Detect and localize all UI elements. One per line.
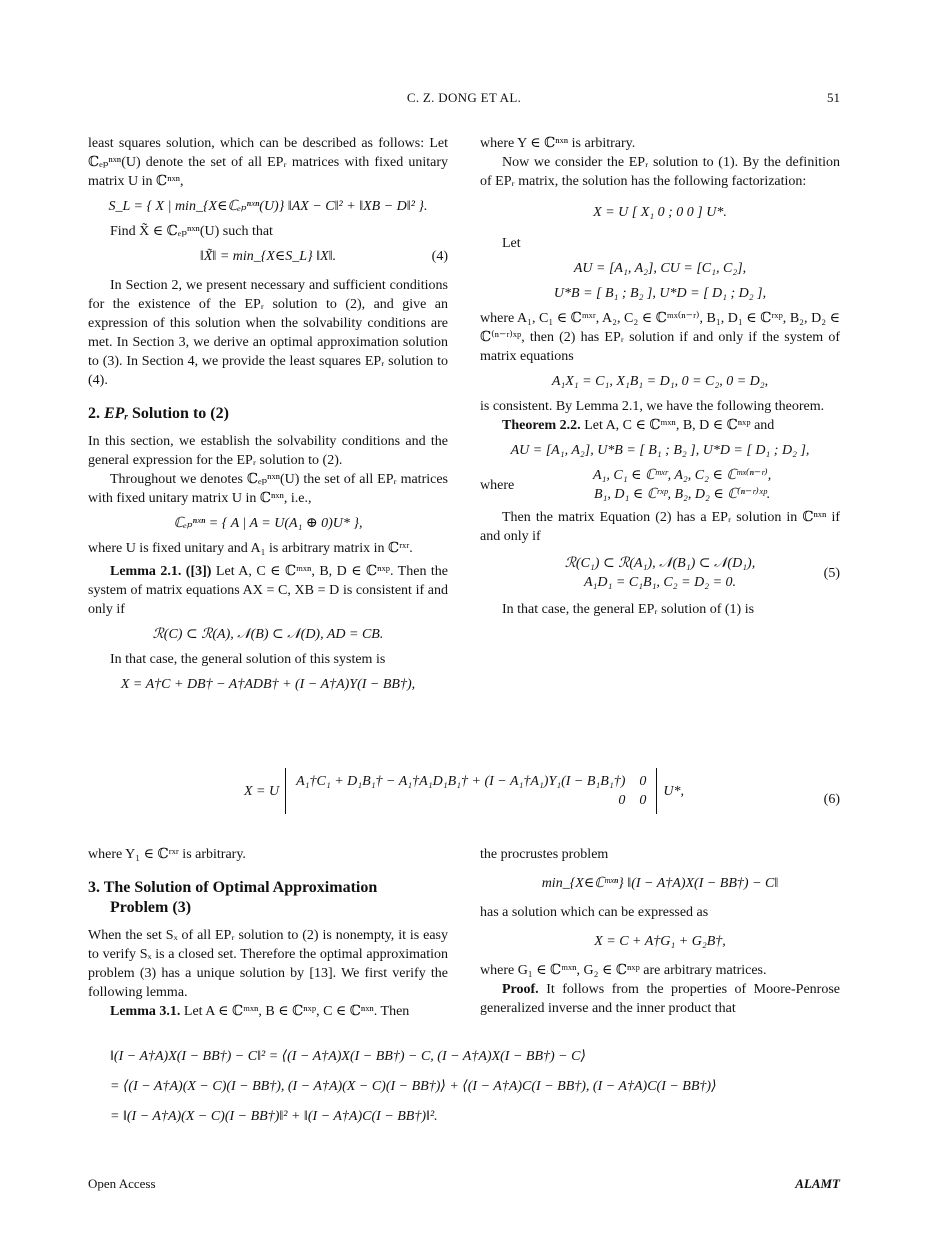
right-column xyxy=(480,134,840,619)
section-title: Solution to (2) xyxy=(132,405,229,422)
paragraph: where U is fixed unitary and A₁ is arbitrary matrix in ℂʳˣʳ. xyxy=(88,541,413,556)
section-title-line-2: Problem (3) xyxy=(110,899,192,916)
block-matrix xyxy=(285,768,657,814)
paragraph: Throughout we denotes ℂₑₚⁿˣⁿ(U) the set of all EPᵣ matrices with fixed unitary matrix U in ℂⁿˣⁿ, i.e., xyxy=(88,472,448,506)
paragraph: is consistent. By Lemma 2.1, we have the following theorem. xyxy=(480,399,825,414)
bottom-right-column xyxy=(480,845,840,1018)
proof-line-3: = ‖(I − A†A)(X − C)(I − BB†)‖² + ‖(I − A†A)C(I − BB†)‖². xyxy=(110,1109,438,1124)
footer-journal: ALAMT xyxy=(795,1176,840,1191)
left-column xyxy=(88,134,448,700)
paragraph: Now we consider the EPᵣ solution to (1). By the definition of EPᵣ matrix, the solution has the following factorization: xyxy=(480,155,840,189)
equation-5a: ℛ(C₁) ⊂ ℛ(A₁), 𝒩(B₁) ⊂ 𝒩(D₁), xyxy=(564,556,756,571)
lemma-3-1 xyxy=(88,1002,448,1021)
page-header xyxy=(88,90,840,108)
equation-set: ℂₑₚⁿˣⁿ = { A | A = U(A₁ ⊕ 0)U* }, xyxy=(173,516,363,531)
equation-factorization: X = U [ X₁ 0 ; 0 0 ] U*. xyxy=(593,205,727,220)
proof-line-1: ‖(I − A†A)X(I − BB†) − C‖² = ⟨(I − A†A)X(I − BB†) − C, (I − A†A)X(I − BB†) − C⟩ xyxy=(110,1049,586,1064)
theorem-text: Let A, C ∈ ℂᵐˣⁿ, B, D ∈ ℂⁿˣᵖ and xyxy=(584,418,775,433)
equation-range: ℛ(C) ⊂ ℛ(A), 𝒩(B) ⊂ 𝒩(D), AD = CB. xyxy=(152,627,384,642)
lemma-2-1 xyxy=(88,562,448,619)
equation-ub: U*B = [ B₁ ; B₂ ], U*D = [ D₁ ; D₂ ], xyxy=(553,286,767,301)
proof xyxy=(480,980,840,1018)
matrix-row-2: 0 0 xyxy=(618,793,647,808)
theorem-2-2 xyxy=(480,416,840,435)
proof-text: It follows from the properties of Moore-Penrose generalized inverse and the inner product that xyxy=(480,982,840,1016)
equation-5b: A₁D₁ = C₁B₁, C₂ = D₂ = 0. xyxy=(583,575,737,590)
equation-body: ‖X̃‖ = min_{X∈S_L} ‖X‖. xyxy=(199,249,337,264)
equation-number: (6) xyxy=(823,792,840,807)
paragraph: In that case, the general solution of this system is xyxy=(110,652,386,667)
where-eq-2: B₁, D₁ ∈ ℂʳˣᵖ, B₂, D₂ ∈ ℂ⁽ⁿ⁻ʳ⁾ˣᵖ. xyxy=(593,487,771,502)
paragraph: least squares solution, which can be described as follows: Let ℂₑₚⁿˣⁿ(U) denote the set of all EPᵣ matrices with fixed unitary matrix U in ℂⁿˣⁿ, xyxy=(88,136,448,189)
paragraph: In this section, we establish the solvability conditions and the general expression for the EPᵣ solution to (2). xyxy=(88,434,448,468)
equation-min: min_{X∈ℂᵐˣⁿ} ‖(I − A†A)X(I − BB†) − C‖ xyxy=(541,876,779,891)
equation-6 xyxy=(88,768,840,814)
paragraph: In that case, the general EPᵣ solution of (1) is xyxy=(502,602,755,617)
matrix-row-1: A₁†C₁ + D₁B₁† − A₁†A₁D₁B₁† + (I − A₁†A₁)Y₁(I − B₁B₁†) 0 xyxy=(296,774,647,789)
page-number: 51 xyxy=(827,90,840,105)
section-number: 2. xyxy=(88,405,100,422)
paragraph: In Section 2, we present necessary and sufficient conditions for the existence of the EPᵣ solution to (2), and give an expression of this solution when the solvability conditions are met. In Section 3, we derive an optimal approximation solution to (3). In Section 4, we provide the least squares EPᵣ solution to (4). xyxy=(88,278,448,388)
running-author: C. Z. DONG ET AL. xyxy=(406,90,522,105)
equation-prefix: X = U xyxy=(243,783,280,799)
equation-5 xyxy=(480,554,840,592)
where-eq-1: A₁, C₁ ∈ ℂᵐˣʳ, A₂, C₂ ∈ ℂᵐˣ⁽ⁿ⁻ʳ⁾, xyxy=(592,468,772,483)
lemma-text: Let A ∈ ℂᵐˣⁿ, B ∈ ℂⁿˣᵖ, C ∈ ℂⁿˣⁿ. Then xyxy=(183,1004,410,1019)
theorem-label: Theorem 2.2. xyxy=(502,418,581,433)
section-title-line-1: 3. The Solution of Optimal Approximation xyxy=(88,879,378,896)
equation-solution: X = C + A†G₁ + G₂B†, xyxy=(594,934,726,949)
proof-equations xyxy=(88,1042,840,1132)
where-equations xyxy=(524,466,840,504)
equation-sl: S_L = { X | min_{X∈ℂₑₚⁿˣⁿ(U)} ‖AX − C‖² + ‖XB − D‖² }. xyxy=(108,199,428,214)
paragraph: Find X̃ ∈ ℂₑₚⁿˣⁿ(U) such that xyxy=(110,224,273,239)
paragraph: When the set Sₓ of all EPᵣ solution to (2) is nonempty, it is easy to verify Sₓ is a closed set. Therefore the optimal approximation problem (3) has a unique solution by [13]. We first verify the following lemma. xyxy=(88,928,448,1000)
paragraph: the procrustes problem xyxy=(480,847,609,862)
footer-access: Open Access xyxy=(88,1176,156,1191)
paragraph: where G₁ ∈ ℂᵐˣⁿ, G₂ ∈ ℂⁿˣᵖ are arbitrary matrices. xyxy=(480,963,767,978)
paragraph: has a solution which can be expressed as xyxy=(480,905,709,920)
equation-suffix: U*, xyxy=(663,783,685,799)
paragraph: where Y₁ ∈ ℂʳˣʳ is arbitrary. xyxy=(88,847,246,862)
section-heading xyxy=(88,878,448,918)
equation-theorem: AU = [A₁, A₂], U*B = [ B₁ ; B₂ ], U*D = [ D₁ ; D₂ ], xyxy=(510,443,810,458)
proof-line-2: = ⟨(I − A†A)(X − C)(I − BB†), (I − A†A)(X − C)(I − BB†)⟩ + ⟨(I − A†A)C(I − BB†), (I − A†A)C(I − BB†)⟩ xyxy=(110,1079,717,1094)
paragraph: where A₁, C₁ ∈ ℂᵐˣʳ, A₂, C₂ ∈ ℂᵐˣ⁽ⁿ⁻ʳ⁾, B₁, D₁ ∈ ℂʳˣᵖ, B₂, D₂ ∈ ℂ⁽ⁿ⁻ʳ⁾ˣᵖ, then (2) has EPᵣ solution if and only if the system of matrix equations xyxy=(480,311,840,364)
paragraph: Then the matrix Equation (2) has a EPᵣ solution in ℂⁿˣⁿ if and only if xyxy=(480,510,840,544)
lemma-label: Lemma 2.1. ([3]) xyxy=(110,564,212,579)
section-heading xyxy=(88,404,448,424)
lemma-label: Lemma 3.1. xyxy=(110,1004,181,1019)
equation-6-body xyxy=(88,768,840,814)
where-block xyxy=(480,466,840,504)
lemma-text: Let A, C ∈ ℂᵐˣⁿ, B, D ∈ ℂⁿˣᵖ. Then the system of matrix equations AX = C, XB = D is consistent if and only if xyxy=(88,564,449,617)
equation-system: A₁X₁ = C₁, X₁B₁ = D₁, 0 = C₂, 0 = D₂, xyxy=(551,374,769,389)
where-label: where xyxy=(480,477,515,493)
equation-4 xyxy=(88,247,448,266)
paragraph: where Y ∈ ℂⁿˣⁿ is arbitrary. xyxy=(480,136,636,151)
section-ep: EPᵣ xyxy=(104,405,129,422)
bottom-left-column xyxy=(88,845,448,1021)
equation-number: (5) xyxy=(823,566,840,581)
proof-label: Proof. xyxy=(502,982,539,997)
equation-general: X = A†C + DB† − A†ADB† + (I − A†A)Y(I − BB†), xyxy=(120,677,416,692)
equation-au: AU = [A₁, A₂], CU = [C₁, C₂], xyxy=(573,261,747,276)
equation-number: (4) xyxy=(431,249,448,264)
paragraph: Let xyxy=(502,236,521,251)
